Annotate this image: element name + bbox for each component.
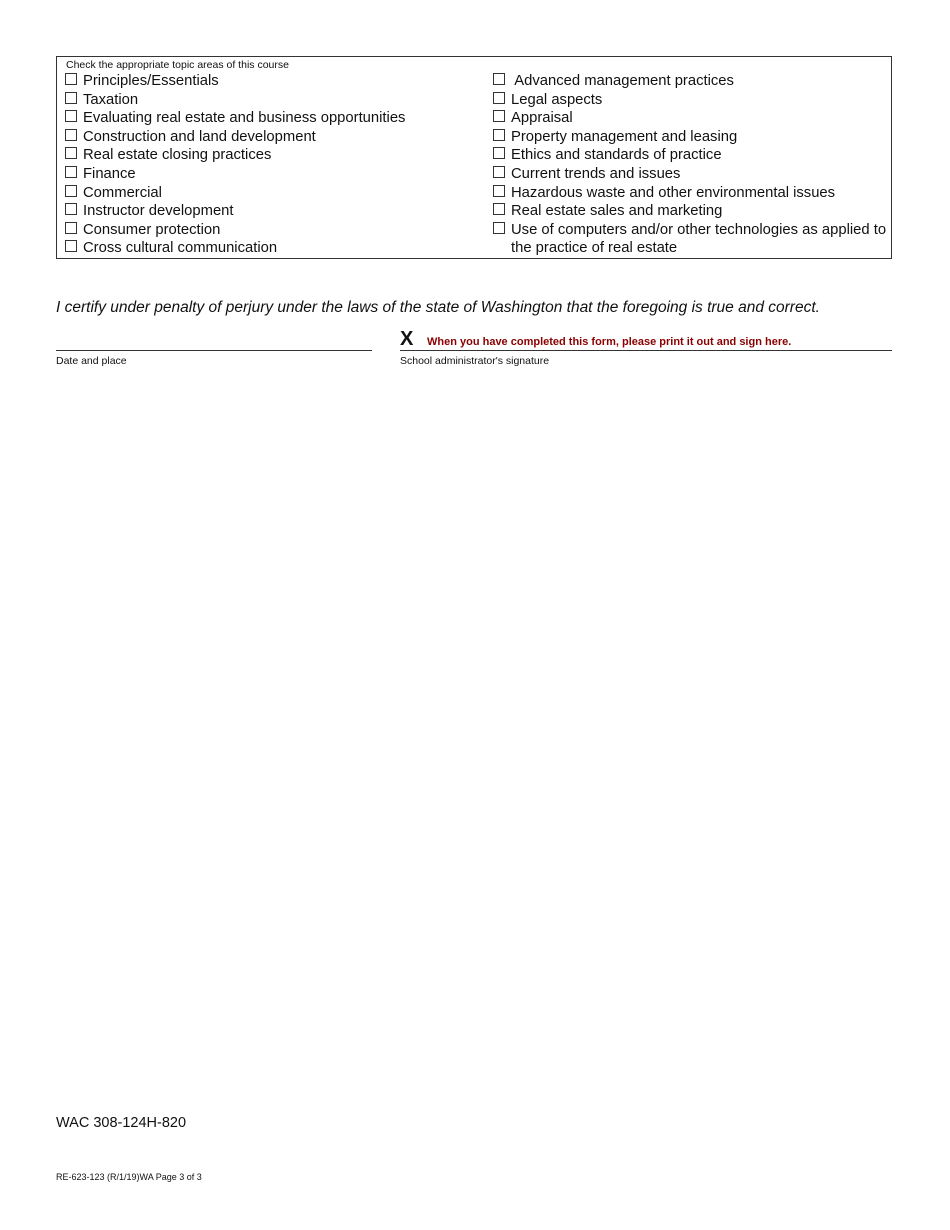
topic-label: Finance <box>83 165 136 182</box>
topic-checkbox[interactable] <box>65 240 77 252</box>
topic-label: Taxation <box>83 91 139 108</box>
topic-label: Consumer protection <box>83 221 221 238</box>
topic-checkbox[interactable] <box>493 147 505 159</box>
form-identifier: RE-623-123 (R/1/19)WA Page 3 of 3 <box>56 1172 202 1182</box>
topic-checkbox[interactable] <box>65 92 77 104</box>
topic-checkbox[interactable] <box>493 185 505 197</box>
topic-item[interactable] <box>493 72 889 91</box>
topic-checkbox[interactable] <box>493 203 505 215</box>
topic-checkbox[interactable] <box>65 73 77 85</box>
topic-areas-heading: Check the appropriate topic areas of this course <box>66 59 289 71</box>
topic-checkbox[interactable] <box>65 203 77 215</box>
topic-item[interactable] <box>493 202 889 221</box>
topic-checkbox[interactable] <box>65 129 77 141</box>
topic-item[interactable] <box>493 128 889 147</box>
topic-item[interactable] <box>65 109 485 128</box>
topic-item[interactable] <box>493 91 889 110</box>
topic-checkbox[interactable] <box>65 222 77 234</box>
topic-column-right <box>493 72 889 258</box>
topic-label: Appraisal <box>511 110 573 127</box>
topic-checkbox[interactable] <box>493 129 505 141</box>
topic-label: Legal aspects <box>511 91 603 108</box>
topic-areas-box <box>56 56 892 259</box>
topic-checkbox[interactable] <box>493 73 505 85</box>
topic-item[interactable] <box>65 202 485 221</box>
date-place-field[interactable] <box>56 330 376 351</box>
topic-item[interactable] <box>65 184 485 203</box>
topic-label: Advanced management practices <box>511 73 734 89</box>
topic-label: Ethics and standards of practice <box>511 147 722 164</box>
date-place-caption: Date and place <box>56 355 127 367</box>
topic-label: Property management and leasing <box>511 128 738 145</box>
signature-instruction: When you have completed this form, please print it out and sign here. <box>427 336 792 348</box>
topic-checkbox[interactable] <box>65 110 77 122</box>
topic-checkbox[interactable] <box>493 110 505 122</box>
topic-item[interactable] <box>65 128 485 147</box>
topic-item[interactable] <box>65 91 485 110</box>
topic-label: Hazardous waste and other environmental issues <box>511 184 836 201</box>
topic-checkbox[interactable] <box>65 147 77 159</box>
topic-label: Current trends and issues <box>511 165 681 182</box>
topic-item[interactable] <box>493 109 889 128</box>
topic-label: Cross cultural communication <box>83 240 278 257</box>
topic-item[interactable] <box>493 184 889 203</box>
topic-label: Instructor development <box>83 203 234 220</box>
wac-reference: WAC 308-124H-820 <box>56 1115 187 1131</box>
topic-item[interactable] <box>65 146 485 165</box>
topic-label: Use of computers and/or other technologies as applied to the practice of real estate <box>511 221 887 257</box>
signature-caption: School administrator's signature <box>400 355 550 367</box>
topic-label: Real estate sales and marketing <box>511 203 723 220</box>
topic-label: Commercial <box>83 184 162 201</box>
topic-label: Construction and land development <box>83 128 316 145</box>
topic-checkbox[interactable] <box>65 185 77 197</box>
date-signature-line <box>56 350 372 351</box>
topic-item[interactable] <box>65 165 485 184</box>
topic-label: Principles/Essentials <box>83 73 219 89</box>
topic-item[interactable] <box>65 239 485 258</box>
certification-statement: I certify under penalty of perjury under the laws of the state of Washington that the foregoing is true and correct. <box>56 299 820 316</box>
topic-checkbox[interactable] <box>65 166 77 178</box>
topic-item[interactable] <box>493 146 889 165</box>
topic-column-left <box>65 72 485 258</box>
signature-line[interactable] <box>400 350 892 351</box>
topic-label: Evaluating real estate and business opportunities <box>83 110 406 127</box>
topic-item[interactable] <box>493 221 889 258</box>
topic-checkbox[interactable] <box>493 222 505 234</box>
topic-item[interactable] <box>493 165 889 184</box>
topic-checkbox[interactable] <box>493 166 505 178</box>
topic-label: Real estate closing practices <box>83 147 272 164</box>
signature-x-mark: X <box>400 328 414 350</box>
topic-checkbox[interactable] <box>493 92 505 104</box>
topic-item[interactable] <box>65 72 485 91</box>
topic-item[interactable] <box>65 221 485 240</box>
